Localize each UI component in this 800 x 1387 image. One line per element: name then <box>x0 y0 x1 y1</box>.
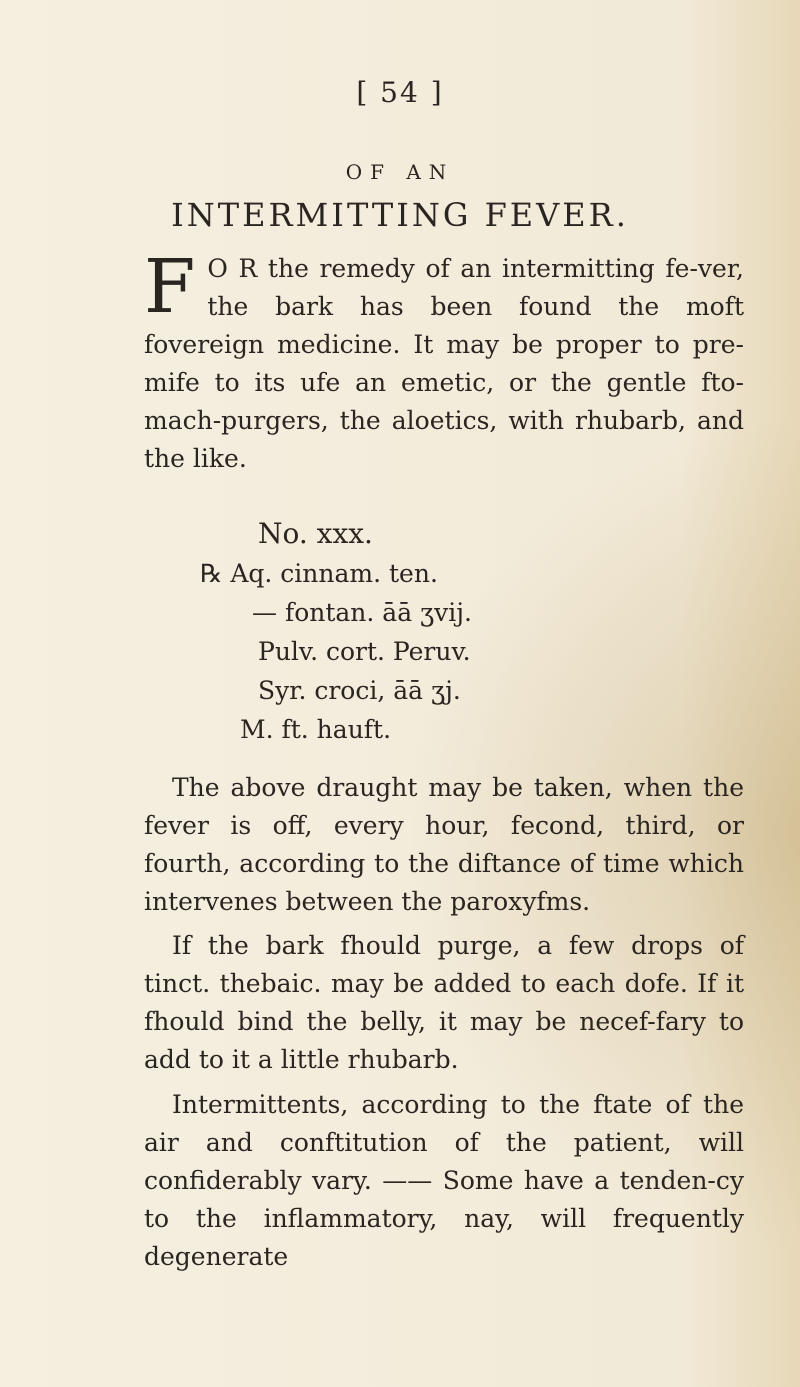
paragraph-3: If the bark fhould purge, a few drops of tinct. thebaic. may be added to each dofe. If it fhould bind the belly, it may be necef-fary to add to it a little rhubarb. <box>144 931 744 1074</box>
drop-cap: F <box>144 244 196 330</box>
recipe-line: Syr. croci, āā ʒj. <box>258 676 461 705</box>
recipe-line: — fontan. āā ʒvij. <box>252 598 472 627</box>
paragraph-4: Intermittents, according to the ftate of the air and conftitution of the patient, will confiderably vary. —— Some have a tenden-cy to the inflammatory, nay, will frequently degenerate <box>144 1090 744 1271</box>
paragraph-2: The above draught may be taken, when the fever is off, every hour, fecond, third, or fourth, according to the diftance of time which intervenes between the paroxyfms. <box>144 773 744 916</box>
recipe-line: Pulv. cort. Peruv. <box>258 637 471 666</box>
chapter-subtitle: OF AN <box>345 160 455 184</box>
recipe-line: M. ft. hauft. <box>240 715 392 744</box>
recipe-number: No. xxx. <box>258 517 373 550</box>
recipe-line: ℞ Aq. cinnam. ten. <box>200 559 438 588</box>
paragraph-1-text: O R the remedy of an intermitting fe-ver, the bark has been found the moft fovereign medicine. It may be proper to pre-mife to its ufe an emetic, or the gentle fto-mach-purgers, the aloetics, with rhubarb, and the like. <box>144 254 744 473</box>
page-number: [ 54 ] <box>356 76 444 109</box>
chapter-title: INTERMITTING FEVER. <box>171 196 629 234</box>
paragraph-1 <box>144 244 744 478</box>
